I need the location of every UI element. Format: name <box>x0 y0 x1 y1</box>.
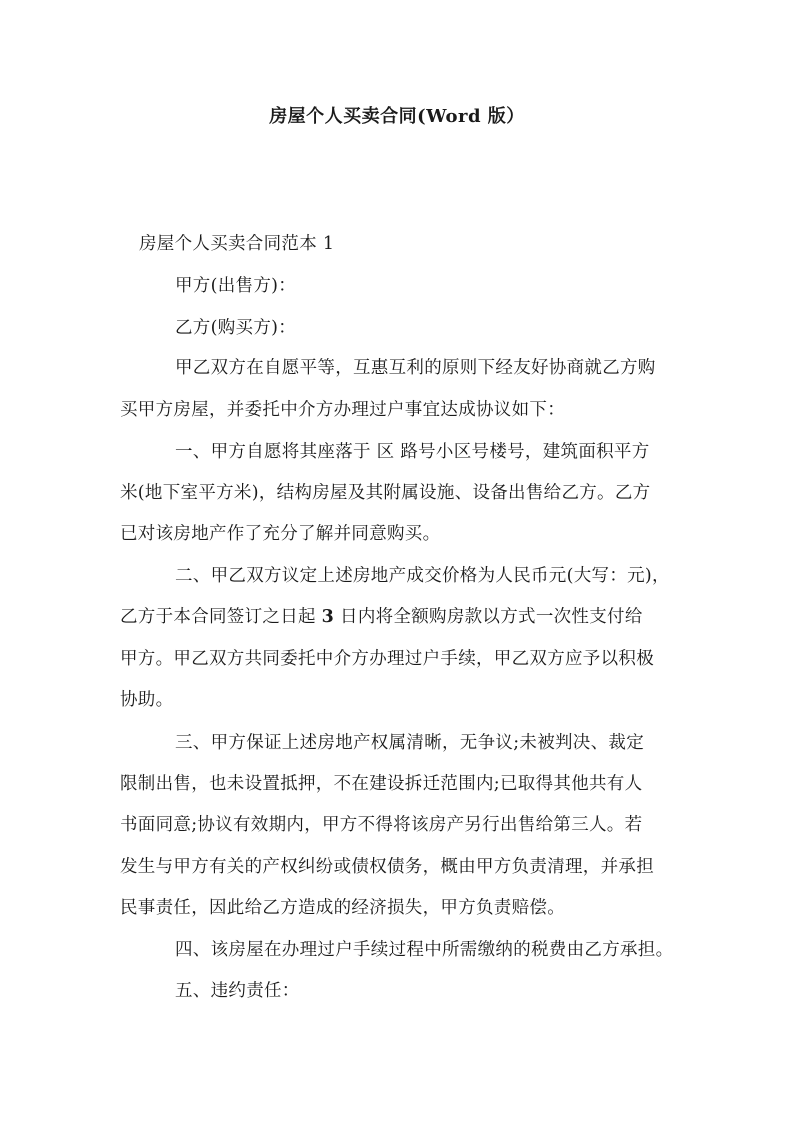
clause2-line-3: 甲方。甲乙双方共同委托中介方办理过户手续，甲乙双方应予以积极 <box>120 649 654 669</box>
clause3-line-3: 书面同意;协议有效期内，甲方不得将该房产另行出售给第三人。若 <box>120 815 643 835</box>
clause3-line-2: 限制出售，也未设置抵押，不在建设拆迁范围内;已取得其他共有人 <box>120 774 643 794</box>
clause3-line-5: 民事责任，因此给乙方造成的经济损失，甲方负责赔偿。 <box>120 898 565 918</box>
clause2-text-a: 乙方于本合同签订之日起 <box>120 607 322 627</box>
clause1-line-3: 已对该房地产作了充分了解并同意购买。 <box>120 524 441 544</box>
clause5-heading: 五、违约责任： <box>175 981 300 1001</box>
intro-line-2: 买甲方房屋，并委托中介方办理过户事宜达成协议如下： <box>120 400 565 420</box>
clause1-line-1: 一、甲方自愿将其座落于 区 路号小区号楼号，建筑面积平方 <box>175 442 650 462</box>
party-a-label: 甲方(出售方)： <box>175 276 297 296</box>
clause2-line-2 <box>120 605 643 629</box>
clause2-line-4: 协助。 <box>120 690 174 710</box>
clause2-line-1: 二、甲乙双方议定上述房地产成交价格为人民币元(大写：元)， <box>175 566 670 586</box>
party-b-label: 乙方(购买方)： <box>175 318 297 338</box>
clause2-text-c: 日内将全额购房款以方式一次性支付给 <box>334 607 643 627</box>
clause4-line: 四、该房屋在办理过户手续过程中所需缴纳的税费由乙方承担。 <box>175 940 674 960</box>
clause2-days-number: 3 <box>321 607 335 627</box>
clause1-line-2: 米(地下室平方米)，结构房屋及其附属设施、设备出售给乙方。乙方 <box>120 483 651 503</box>
intro-line-1: 甲乙双方在自愿平等，互惠互利的原则下经友好协商就乙方购 <box>175 358 656 378</box>
section-heading: 房屋个人买卖合同范本 1 <box>139 234 335 254</box>
document-title: 房屋个人买卖合同(Word 版） <box>269 106 525 127</box>
clause3-line-4: 发生与甲方有关的产权纠纷或债权债务，概由甲方负责清理，并承担 <box>120 857 654 877</box>
clause3-line-1: 三、甲方保证上述房地产权属清晰，无争议;未被判决、裁定 <box>175 733 644 753</box>
